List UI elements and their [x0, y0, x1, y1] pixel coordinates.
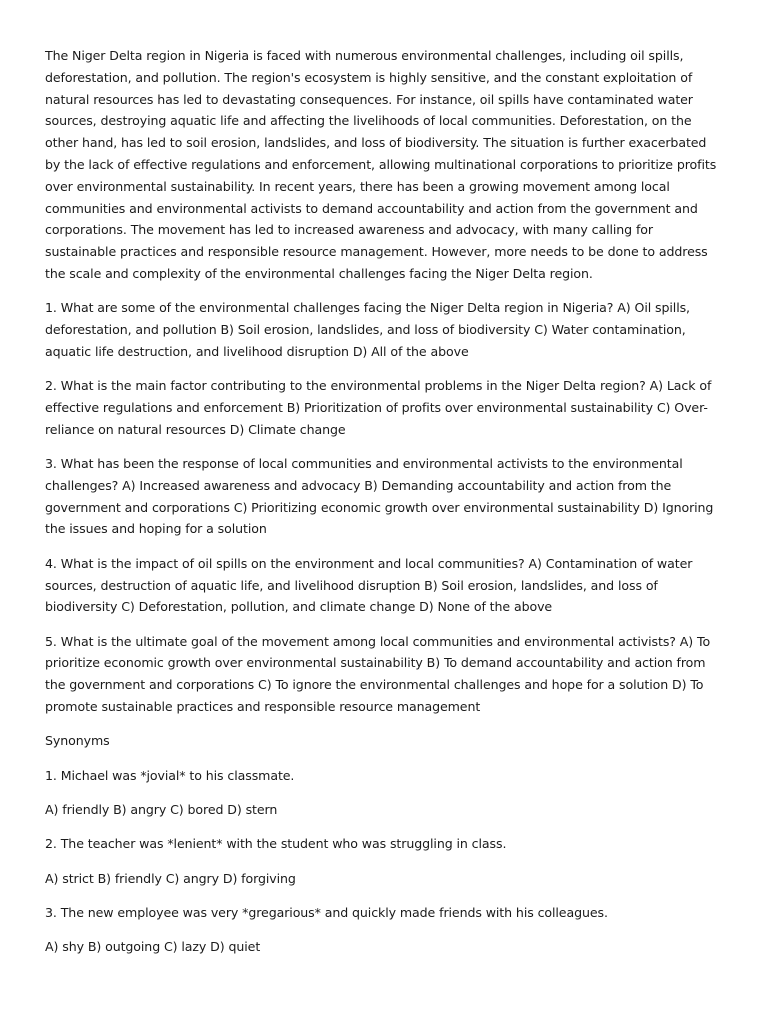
synonym-1-sentence: 1. Michael was *jovial* to his classmate.: [45, 767, 295, 783]
question-3: 3. What has been the response of local communities and environmental activists to the environmental challenges? A) Increased awareness and advocacy B) Demanding accountability and action from the government and corporations C) Prioritizing economic growth over environmental sustainability D) Ignoring the issues and hoping for a solution: [45, 456, 714, 537]
document-page: [45, 45, 725, 970]
synonyms-heading: Synonyms: [45, 733, 110, 749]
question-5: 5. What is the ultimate goal of the movement among local communities and environmental activists? A) To prioritize economic growth over environmental sustainability B) To demand accountability and action from the government and corporations C) To ignore the environmental challenges and hope for a solution D) To promote sustainable practices and responsible resource management: [45, 633, 711, 715]
passage-paragraph: The Niger Delta region in Nigeria is faced with numerous environmental challenges, including oil spills, deforestation, and pollution. The region's ecosystem is highly sensitive, and the constant exploitation of natural resources has led to devastating consequences. For instance, oil spills have contaminated water sources, destroying aquatic life and affecting the livelihoods of local communities. Deforestation, on the other hand, has led to soil erosion, landslides, and loss of biodiversity. The situation is further exacerbated by the lack of effective regulations and enforcement, allowing multinational corporations to prioritize profits over environmental sustainability. In recent years, there has been a growing movement among local communities and environmental activists to demand accountability and action from the government and corporations. The movement has led to increased awareness and advocacy, with many calling for sustainable practices and responsible resource management. However, more needs to be done to address the scale and complexity of the environmental challenges facing the Niger Delta region.: [45, 48, 717, 281]
synonym-2-sentence: 2. The teacher was *lenient* with the student who was struggling in class.: [45, 836, 507, 852]
synonym-2-options: A) strict B) friendly C) angry D) forgiving: [45, 870, 296, 886]
synonym-3-options: A) shy B) outgoing C) lazy D) quiet: [45, 939, 261, 955]
question-2: 2. What is the main factor contributing to the environmental problems in the Niger Delta region? A) Lack of effective regulations and enforcement B) Prioritization of profits over environmental sustainability C) Over-reliance on natural resources D) Climate change: [45, 378, 712, 437]
synonym-3-sentence: 3. The new employee was very *gregarious* and quickly made friends with his colleagues.: [45, 904, 608, 920]
question-1: 1. What are some of the environmental challenges facing the Niger Delta region in Nigeria? A) Oil spills, deforestation, and pollution B) Soil erosion, landslides, and loss of biodiversity C) Water contamination, aquatic life destruction, and livelihood disruption D) All of the above: [45, 300, 690, 359]
question-4: 4. What is the impact of oil spills on the environment and local communities? A) Contamination of water sources, destruction of aquatic life, and livelihood disruption B) Soil erosion, landslides, and loss of biodiversity C) Deforestation, pollution, and climate change D) None of the above: [45, 555, 693, 615]
synonym-1-options: A) friendly B) angry C) bored D) stern: [45, 801, 278, 817]
